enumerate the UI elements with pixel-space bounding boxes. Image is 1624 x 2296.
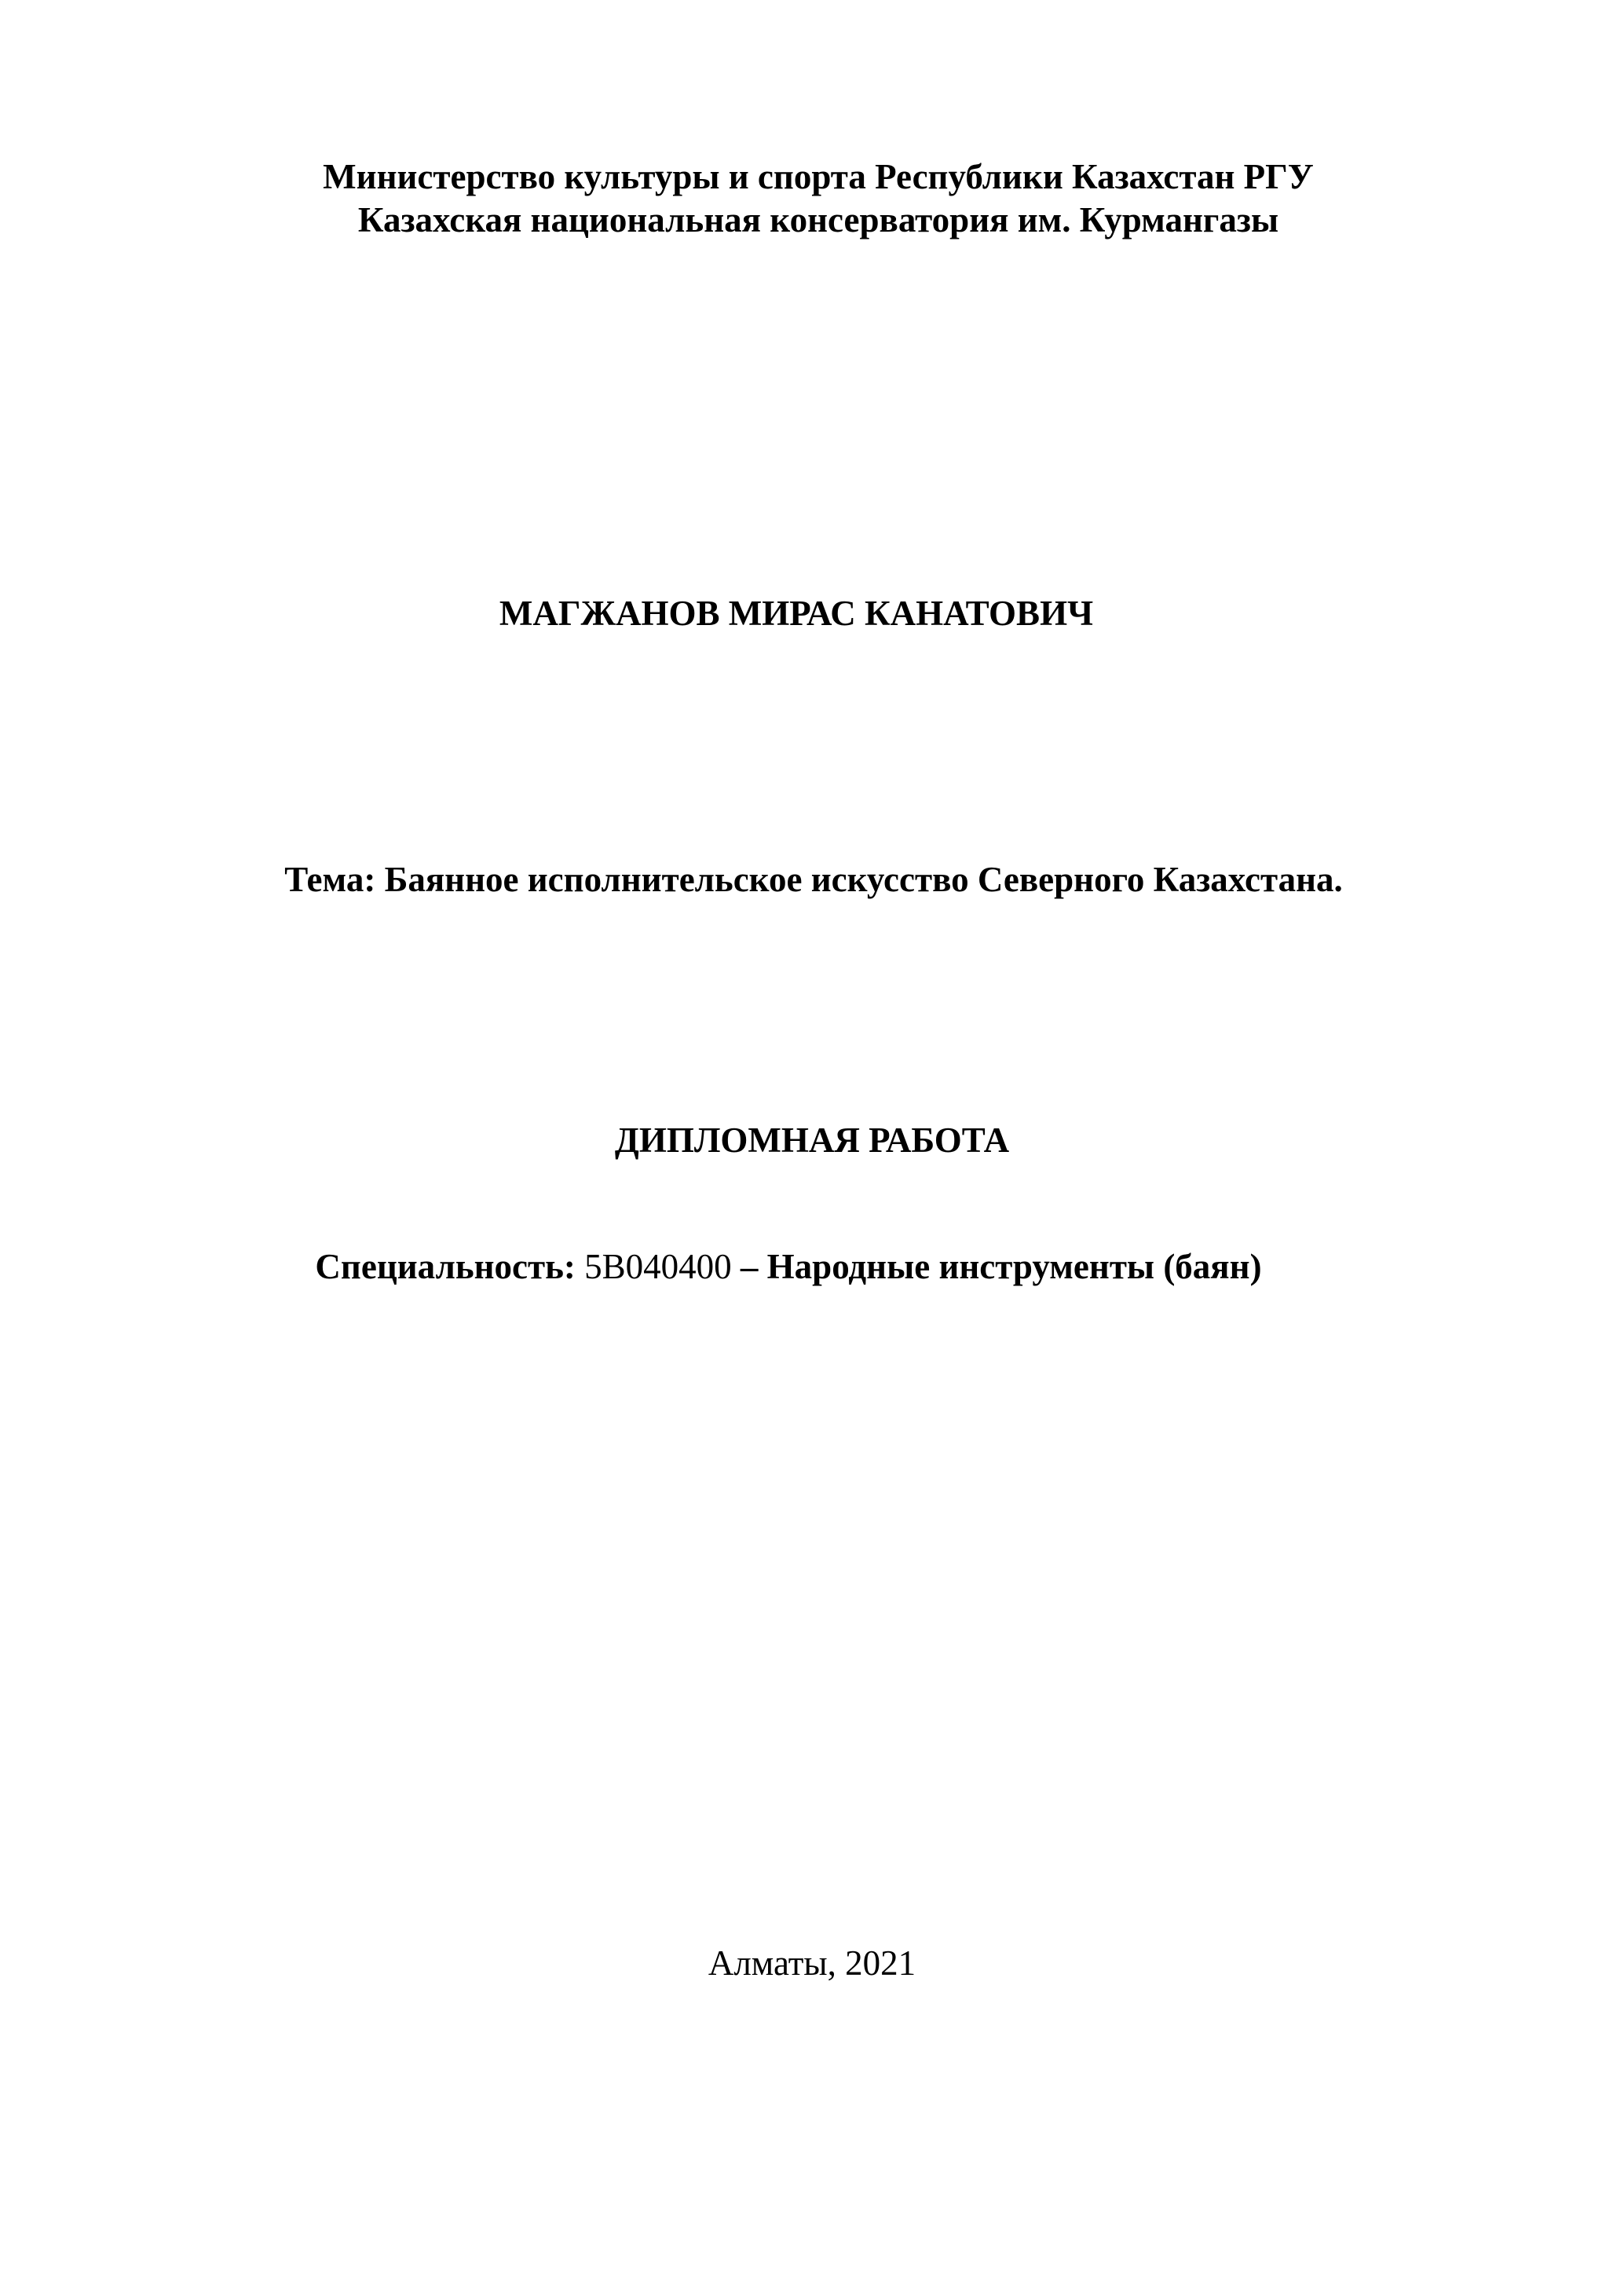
ministry-line: Министерство культуры и спорта Республики Казахстан РГУ xyxy=(323,157,1314,196)
document-type: ДИПЛОМНАЯ РАБОТА xyxy=(614,1121,1010,1160)
thesis-topic: Тема: Баянное исполнительское искусство Северного Казахстана. xyxy=(284,860,1343,899)
specialty-label: Специальность: xyxy=(315,1247,576,1286)
specialty-code: 5В040400 xyxy=(575,1247,741,1286)
specialty-name: – Народные инструменты (баян) xyxy=(740,1247,1262,1286)
specialty-line xyxy=(0,1243,1600,1290)
conservatory-line: Казахская национальная консерватория им. Курмангазы xyxy=(357,200,1279,239)
author-name: МАГЖАНОВ МИРАС КАНАТОВИЧ xyxy=(499,594,1094,633)
place-and-year: Алматы, 2021 xyxy=(708,1943,916,1983)
